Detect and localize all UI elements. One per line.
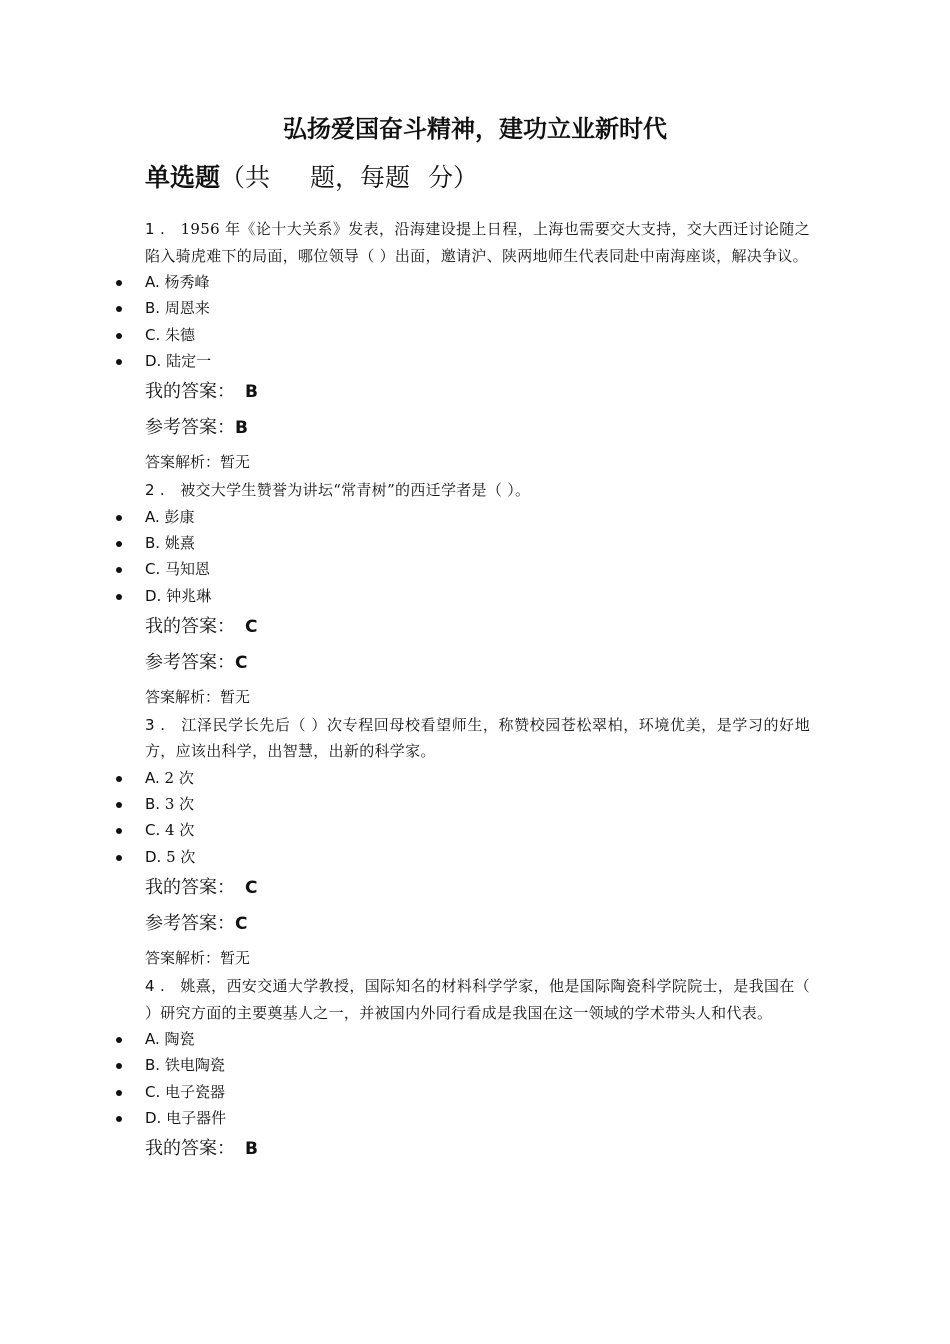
document-title: 弘扬爱国奋斗精神，建功立业新时代 xyxy=(283,115,667,143)
option-letter: D. xyxy=(145,847,162,866)
section-heading xyxy=(145,160,478,196)
reference-answer-label: 参考答案： xyxy=(145,651,235,673)
answer-explanation-value: 暂无 xyxy=(220,687,251,706)
my-answer-label: 我的答案： xyxy=(145,877,235,899)
option-text: 2 次 xyxy=(164,768,194,787)
option-text: 姚熹 xyxy=(164,533,195,552)
option-letter: A. xyxy=(145,273,160,291)
option-item xyxy=(145,817,810,843)
option-item xyxy=(145,1026,810,1052)
question-text xyxy=(145,477,810,504)
reference-answer xyxy=(145,410,810,446)
my-answer-value: C xyxy=(245,616,258,637)
question-text xyxy=(145,216,810,269)
option-text: 3 次 xyxy=(164,795,195,814)
option-item xyxy=(145,765,810,791)
section-mid: 题，每题 xyxy=(310,163,411,192)
my-answer xyxy=(145,609,810,645)
option-text: 5 次 xyxy=(166,847,196,866)
option-list xyxy=(145,1026,810,1131)
question-number: 3 . xyxy=(145,715,166,734)
question-text xyxy=(145,712,810,765)
answer-explanation-value: 暂无 xyxy=(220,453,251,472)
option-letter: C. xyxy=(145,821,161,840)
option-text: 朱德 xyxy=(165,325,196,344)
question-block xyxy=(145,973,810,1167)
option-item xyxy=(145,269,810,295)
reference-answer xyxy=(145,645,810,681)
answer-explanation-label: 答案解析： xyxy=(145,687,221,706)
option-item xyxy=(145,530,810,556)
reference-answer-label: 参考答案： xyxy=(145,417,235,439)
reference-answer-value: C xyxy=(235,914,248,935)
option-letter: A. xyxy=(145,507,160,526)
option-text: 马知恩 xyxy=(165,560,211,579)
option-text: 彭康 xyxy=(164,507,195,526)
option-letter: B. xyxy=(145,1056,161,1075)
question-block xyxy=(145,216,810,477)
my-answer xyxy=(145,870,810,906)
question-block xyxy=(145,477,810,712)
reference-answer xyxy=(145,906,810,942)
section-close: 分） xyxy=(428,163,479,192)
question-number: 1 . xyxy=(145,220,166,238)
answer-explanation-label: 答案解析： xyxy=(145,453,221,472)
option-text: 钟兆琳 xyxy=(166,586,212,605)
section-open: （共 xyxy=(220,163,271,192)
question-stem: 江泽民学长先后（ ）次专程回母校看望师生，称赞校园苍松翠柏，环境优美，是学习的好地方，应该出科学，出智慧，出新的科学家。 xyxy=(145,715,810,761)
option-letter: B. xyxy=(145,795,161,814)
option-item xyxy=(145,1052,810,1078)
option-text: 电子瓷器 xyxy=(165,1082,226,1101)
question-number: 4 . xyxy=(145,977,166,996)
option-text: 杨秀峰 xyxy=(164,273,210,291)
option-item xyxy=(145,556,810,582)
reference-answer-value: B xyxy=(235,418,248,439)
option-letter: A. xyxy=(145,1030,160,1049)
reference-answer-value: C xyxy=(235,652,248,673)
option-item xyxy=(145,1105,810,1131)
option-list xyxy=(145,765,810,870)
question-list xyxy=(145,216,810,1167)
option-item xyxy=(145,791,810,817)
my-answer-label: 我的答案： xyxy=(145,615,235,637)
my-answer xyxy=(145,374,810,410)
question-stem: 被交大学生赞誉为讲坛“常青树”的西迁学者是（ ）。 xyxy=(180,481,531,500)
option-letter: C. xyxy=(145,1082,161,1101)
option-letter: C. xyxy=(145,560,161,579)
option-item xyxy=(145,322,810,348)
option-text: 电子器件 xyxy=(166,1108,227,1127)
option-text: 陆定一 xyxy=(166,351,212,370)
option-text: 周恩来 xyxy=(164,299,210,318)
my-answer-label: 我的答案： xyxy=(145,381,235,403)
option-item xyxy=(145,504,810,530)
option-item xyxy=(145,295,810,321)
option-item xyxy=(145,844,810,870)
option-item xyxy=(145,1079,810,1105)
option-letter: D. xyxy=(145,351,162,370)
option-letter: B. xyxy=(145,533,161,552)
option-text: 铁电陶瓷 xyxy=(164,1056,225,1075)
question-stem: 1956 年《论十大关系》发表，沿海建设提上日程，上海也需要交大支持，交大西迁讨论随之陷入骑虎难下的局面，哪位领导（ ）出面，邀请沪、陕两地师生代表同赴中南海座谈，解决争议。 xyxy=(145,220,810,265)
option-letter: D. xyxy=(145,1108,162,1127)
my-answer xyxy=(145,1131,810,1167)
option-list xyxy=(145,504,810,609)
question-text xyxy=(145,973,810,1026)
option-letter: A. xyxy=(145,768,160,787)
option-letter: C. xyxy=(145,325,161,344)
question-stem: 姚熹，西安交通大学教授，国际知名的材料科学学家，他是国际陶瓷科学院院士，是我国在（ ）研究方面的主要奠基人之一，并被国内外同行看成是我国在这一领域的学术带头人和代表。 xyxy=(145,977,810,1022)
question-block xyxy=(145,712,810,973)
option-text: 陶瓷 xyxy=(164,1030,195,1049)
reference-answer-label: 参考答案： xyxy=(145,913,235,935)
my-answer-value: B xyxy=(245,1139,258,1160)
option-item xyxy=(145,348,810,374)
answer-explanation xyxy=(145,943,810,973)
option-letter: B. xyxy=(145,299,161,318)
my-answer-label: 我的答案： xyxy=(145,1138,235,1160)
section-label: 单选题 xyxy=(145,163,221,192)
my-answer-value: B xyxy=(245,382,258,403)
answer-explanation-value: 暂无 xyxy=(220,949,251,968)
option-list xyxy=(145,269,810,374)
answer-explanation xyxy=(145,682,810,712)
answer-explanation xyxy=(145,447,810,477)
option-letter: D. xyxy=(145,586,162,605)
answer-explanation-label: 答案解析： xyxy=(145,949,221,968)
question-number: 2 . xyxy=(145,481,165,500)
option-text: 4 次 xyxy=(165,821,195,840)
option-item xyxy=(145,583,810,609)
my-answer-value: C xyxy=(245,878,258,899)
